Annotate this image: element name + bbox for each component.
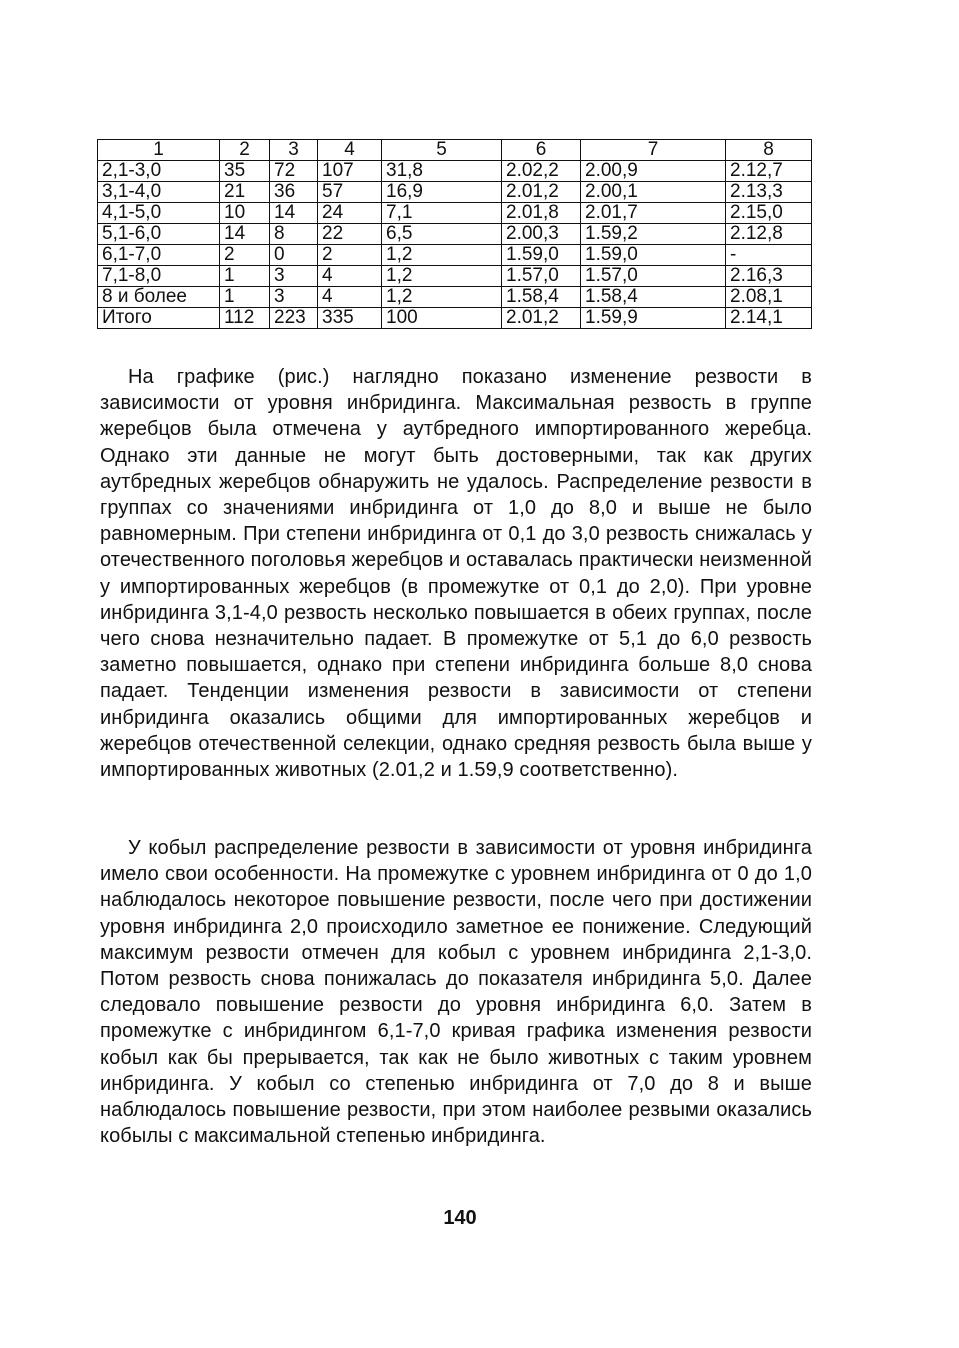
table-cell: 1.57,0: [581, 266, 726, 287]
table-cell: 223: [270, 308, 318, 329]
body-paragraph: На графике (рис.) наглядно показано изменение резвости в зависимости от уровня инбридинга. Максимальная резвость в группе жеребцов была отмечена у аутбредного импортированного жеребца. Однако эти данные не могут быть достоверными, так как других аутбредных жеребцов обнаружить не удалось. Распределение резвости в группах со значениями инбридинга от 1,0 до 8,0 и выше не было равномерным. При степени инбридинга от 0,1 до 3,0 резвость снижалась у отечественного поголовья жеребцов и оставалась практически неизменной у импортированных жеребцов (в промежутке от 0,1 до 2,0). При уровне инбридинга 3,1-4,0 резвость несколько повышается в обеих группах, после чего снова незначительно падает. В промежутке от 5,1 до 6,0 резвость заметно повышается, однако при степени инбридинга больше 8,0 снова падает. Тенденции изменения резвости в зависимости от степени инбридинга оказались общими для импортированных жеребцов и жеребцов отечественной селекции, однако средняя резвость была выше у импортированных животных (2.01,2 и 1.59,9 соответственно).: [100, 366, 812, 782]
table-cell: 1,2: [382, 245, 502, 266]
table-cell: 2.08,1: [726, 287, 812, 308]
table-row: [98, 161, 812, 182]
table-cell: 72: [270, 161, 318, 182]
column-header: 7: [581, 140, 726, 161]
table-cell: 10: [220, 203, 270, 224]
table-cell: 35: [220, 161, 270, 182]
table-cell: 24: [318, 203, 382, 224]
table-cell: 2.01,2: [502, 308, 581, 329]
table-cell: 21: [220, 182, 270, 203]
column-header: 8: [726, 140, 812, 161]
table-cell: 2.00,1: [581, 182, 726, 203]
column-header: 5: [382, 140, 502, 161]
table-cell: 3: [270, 266, 318, 287]
table-header-row: [98, 140, 812, 161]
table-cell: 6,5: [382, 224, 502, 245]
table-cell: 2.12,8: [726, 224, 812, 245]
data-table: [97, 139, 812, 329]
table-cell: 1.58,4: [581, 287, 726, 308]
table-row: [98, 266, 812, 287]
table-cell: 1,2: [382, 266, 502, 287]
table-cell: 1.59,9: [581, 308, 726, 329]
table-row: [98, 245, 812, 266]
table-cell: 3: [270, 287, 318, 308]
table-cell: 1.59,0: [581, 245, 726, 266]
page-number: 140: [443, 1207, 477, 1229]
table-cell: 2: [318, 245, 382, 266]
table-cell: 2.15,0: [726, 203, 812, 224]
table-cell: 335: [318, 308, 382, 329]
table-cell: 1,2: [382, 287, 502, 308]
table-cell: 22: [318, 224, 382, 245]
table-cell: 1.59,0: [502, 245, 581, 266]
table-cell: 1: [220, 287, 270, 308]
table-cell: 14: [270, 203, 318, 224]
table-cell: 2.01,8: [502, 203, 581, 224]
table-cell: 14: [220, 224, 270, 245]
table-cell: 2,1-3,0: [98, 161, 220, 182]
table-cell: 2.13,3: [726, 182, 812, 203]
table-cell: 36: [270, 182, 318, 203]
table-cell: 8: [270, 224, 318, 245]
table-cell: 2.12,7: [726, 161, 812, 182]
table-cell: 4: [318, 287, 382, 308]
table-cell: 4,1-5,0: [98, 203, 220, 224]
table-cell: 4: [318, 266, 382, 287]
table-cell: 2.16,3: [726, 266, 812, 287]
table-cell: 2.00,3: [502, 224, 581, 245]
column-header: 1: [98, 140, 220, 161]
body-paragraph: У кобыл распределение резвости в зависимости от уровня инбридинга имело свои особенности. На промежутке с уровнем инбридинга от 0 до 1,0 наблюдалось некоторое повышение резвости, после чего при достижении уровня инбридинга 2,0 происходило заметное ее понижение. Следующий максимум резвости отмечен для кобыл с уровнем инбридинга 2,1-3,0. Потом резвость снова понижалась до показателя инбридинга 5,0. Далее следовало повышение резвости до уровня инбридинга 6,0. Затем в промежутке с инбридингом 6,1-7,0 кривая графика изменения резвости кобыл как бы прерывается, так как не было животных с таким уровнем инбридинга. У кобыл со степенью инбридинга от 7,0 до 8 и выше наблюдалось повышение резвости, при этом наиболее резвыми оказались кобылы с максимальной степенью инбридинга.: [100, 837, 812, 1148]
table-cell: 2.00,9: [581, 161, 726, 182]
column-header: 3: [270, 140, 318, 161]
table-cell: 3,1-4,0: [98, 182, 220, 203]
table-cell: 2: [220, 245, 270, 266]
table-cell: 7,1: [382, 203, 502, 224]
table-total-row: [98, 308, 812, 329]
body-paragraph-1-container: [100, 364, 812, 783]
table-cell: 1.59,2: [581, 224, 726, 245]
table-cell: 0: [270, 245, 318, 266]
table-row: [98, 203, 812, 224]
table-cell: 5,1-6,0: [98, 224, 220, 245]
table-cell: -: [726, 245, 812, 266]
table-cell: 6,1-7,0: [98, 245, 220, 266]
table-cell: 2.01,2: [502, 182, 581, 203]
table-row: [98, 182, 812, 203]
column-header: 2: [220, 140, 270, 161]
table-cell: 31,8: [382, 161, 502, 182]
table-cell: 1: [220, 266, 270, 287]
table-cell: 57: [318, 182, 382, 203]
table-cell: 1.58,4: [502, 287, 581, 308]
table-row: [98, 224, 812, 245]
table-cell: 8 и более: [98, 287, 220, 308]
table-cell: 100: [382, 308, 502, 329]
column-header: 4: [318, 140, 382, 161]
table-cell: 16,9: [382, 182, 502, 203]
table-cell: 7,1-8,0: [98, 266, 220, 287]
table-cell: 112: [220, 308, 270, 329]
body-paragraph-2-container: [100, 835, 812, 1149]
table-cell: 1.57,0: [502, 266, 581, 287]
table-cell: Итого: [98, 308, 220, 329]
table-cell: 2.14,1: [726, 308, 812, 329]
table-cell: 2.01,7: [581, 203, 726, 224]
table-cell: 107: [318, 161, 382, 182]
table-row: [98, 287, 812, 308]
column-header: 6: [502, 140, 581, 161]
table-cell: 2.02,2: [502, 161, 581, 182]
